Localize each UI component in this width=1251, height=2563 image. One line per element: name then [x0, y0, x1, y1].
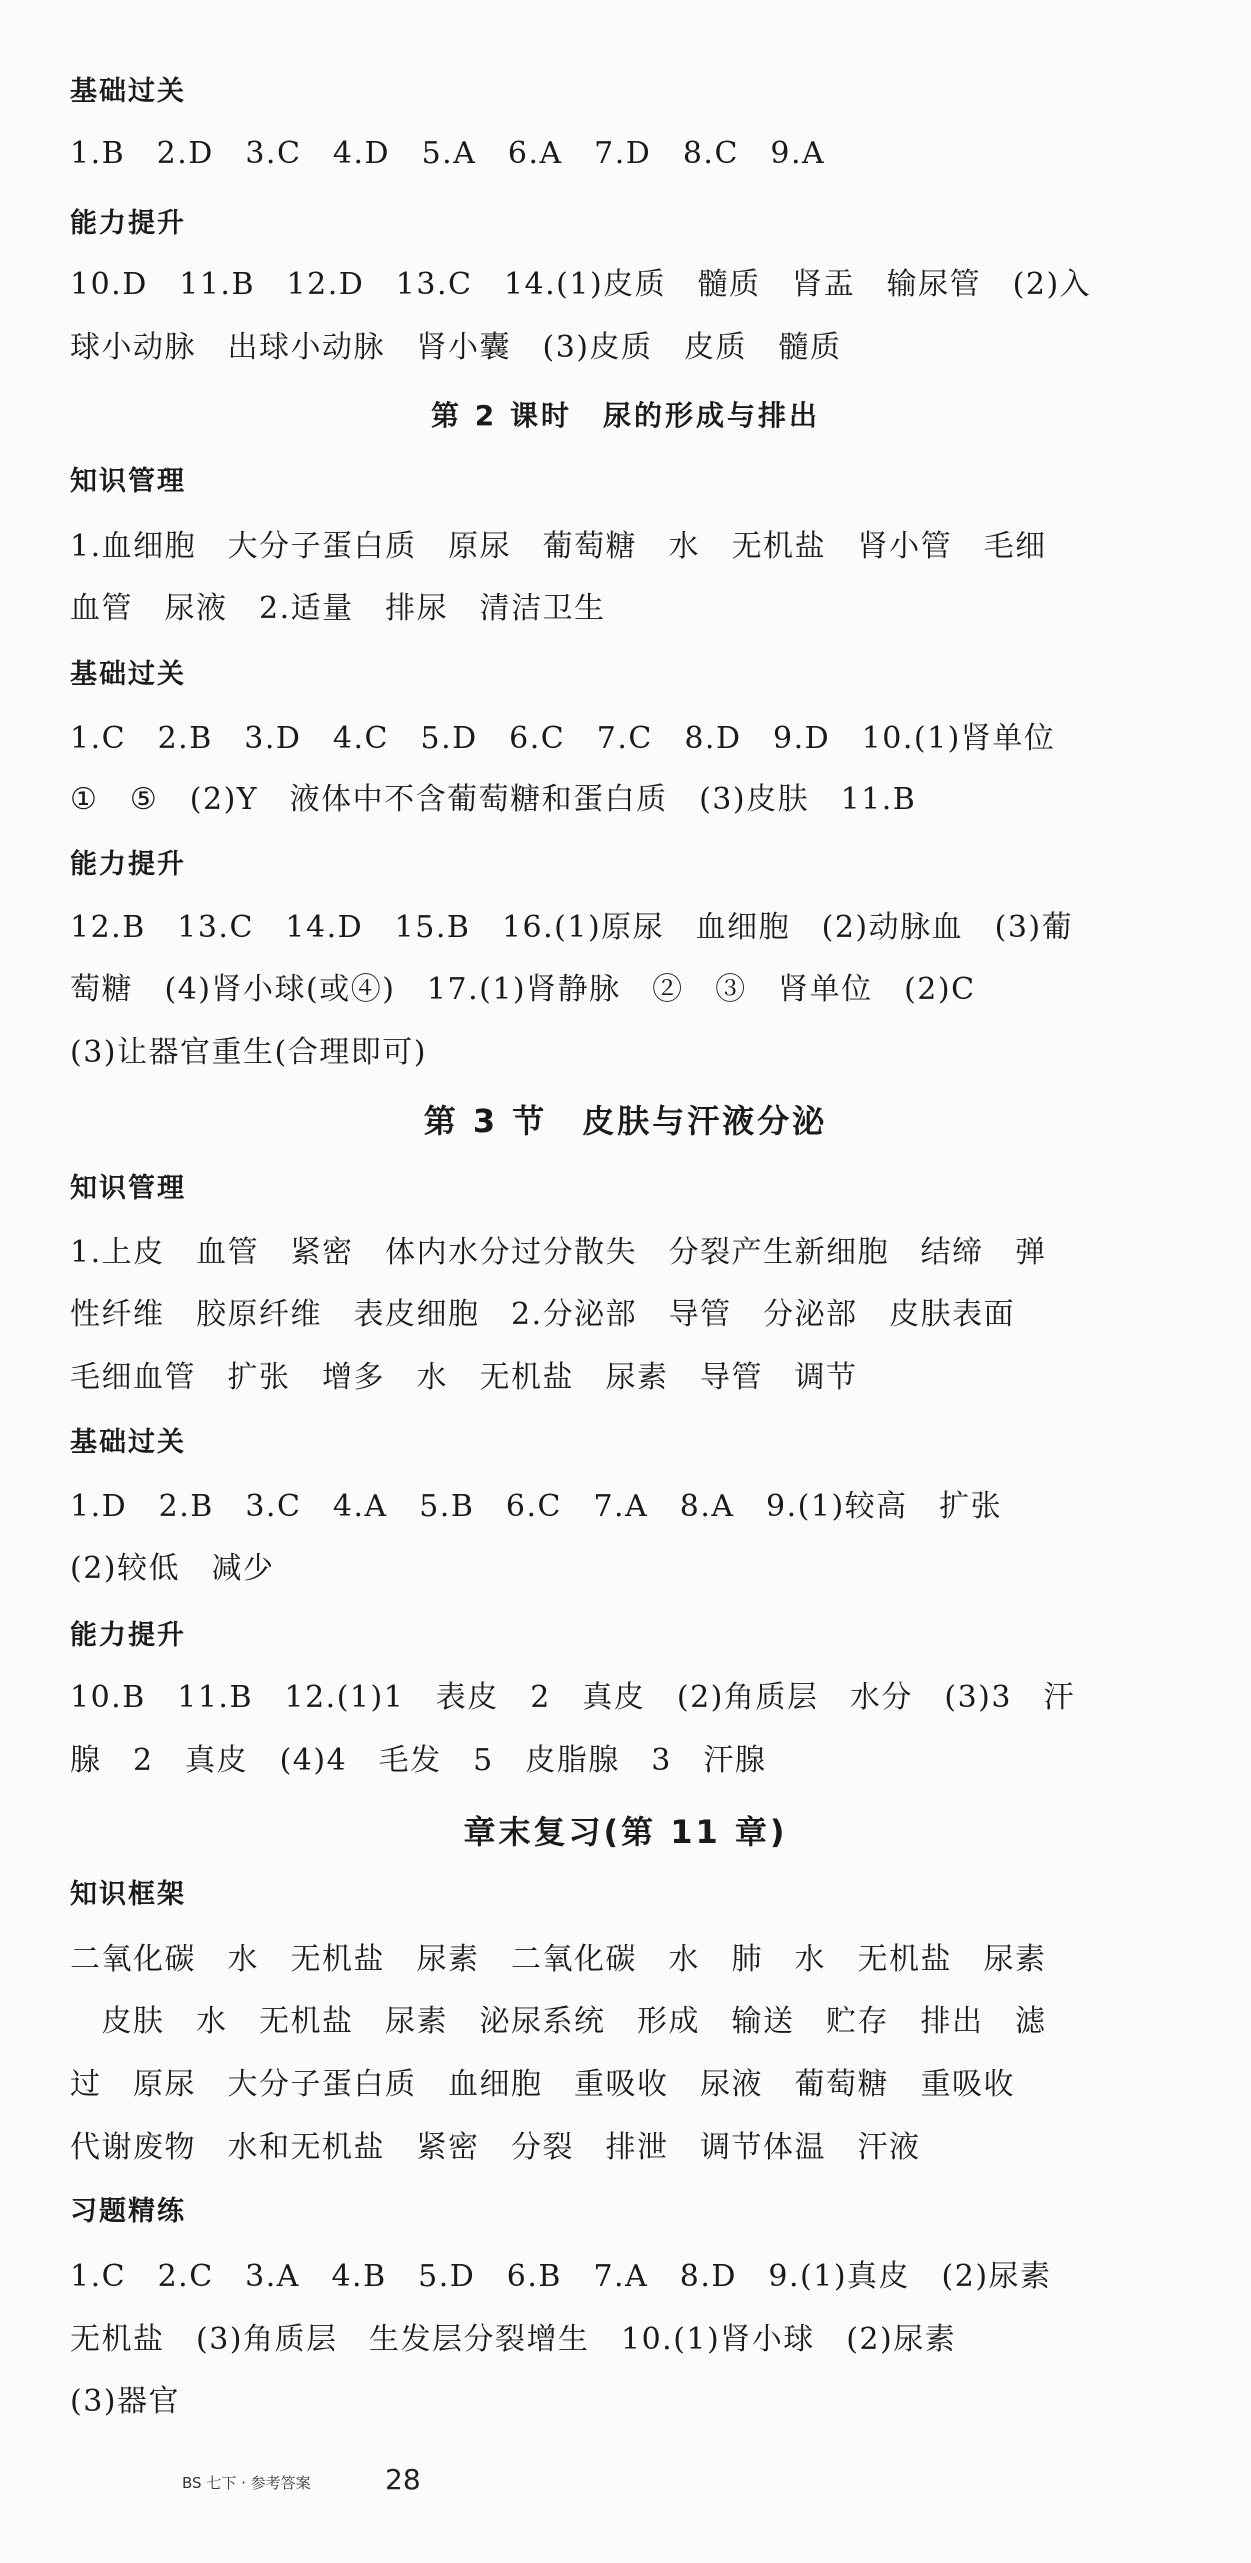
answer-line: 性纤维 胶原纤维 表皮细胞 2.分泌部 导管 分泌部 皮肤表面	[70, 1297, 1016, 1332]
section-heading: 能力提升	[70, 208, 186, 239]
section-heading: 能力提升	[70, 1620, 186, 1651]
answer-line: 二氧化碳 水 无机盐 尿素 二氧化碳 水 肺 水 无机盐 尿素	[70, 1942, 1047, 1977]
answer-line: 皮肤 水 无机盐 尿素 泌尿系统 形成 输送 贮存 排出 滤	[70, 2004, 1047, 2039]
answer-line: (2)较低 减少	[70, 1551, 275, 1586]
section-heading: 知识框架	[70, 1879, 186, 1910]
answer-line: 1.上皮 血管 紧密 体内水分过分散失 分裂产生新细胞 结缔 弹	[70, 1235, 1047, 1270]
section-heading: 基础过关	[70, 1427, 186, 1458]
answer-line: 10.D 11.B 12.D 13.C 14.(1)皮质 髓质 肾盂 输尿管 (2)入	[70, 267, 1092, 302]
answer-line: 腺 2 真皮 (4)4 毛发 5 皮脂腺 3 汗腺	[70, 1743, 767, 1778]
lesson-title: 第 2 课时 尿的形成与排出	[431, 399, 820, 432]
answer-line: 过 原尿 大分子蛋白质 血细胞 重吸收 尿液 葡萄糖 重吸收	[70, 2067, 1015, 2102]
answer-line: ① ⑤ (2)Y 液体中不含葡萄糖和蛋白质 (3)皮肤 11.B	[70, 782, 917, 817]
section-heading: 习题精练	[70, 2196, 186, 2227]
answer-line: 毛细血管 扩张 增多 水 无机盐 尿素 导管 调节	[70, 1360, 858, 1395]
answer-line: 无机盐 (3)角质层 生发层分裂增生 10.(1)肾小球 (2)尿素	[70, 2322, 957, 2357]
answer-line: 血管 尿液 2.适量 排尿 清洁卫生	[70, 591, 606, 626]
answer-line: 1.C 2.C 3.A 4.B 5.D 6.B 7.A 8.D 9.(1)真皮 (2)尿素	[70, 2259, 1052, 2294]
answer-line: (3)让器官重生(合理即可)	[70, 1035, 427, 1070]
answer-line: 1.C 2.B 3.D 4.C 5.D 6.C 7.C 8.D 9.D 10.(1)肾单位	[70, 721, 1056, 756]
answer-line: 12.B 13.C 14.D 15.B 16.(1)原尿 血细胞 (2)动脉血 (3)葡	[70, 910, 1074, 945]
section-heading: 能力提升	[70, 849, 186, 880]
section-heading: 知识管理	[70, 466, 186, 497]
answer-line: 10.B 11.B 12.(1)1 表皮 2 真皮 (2)角质层 水分 (3)3 汗	[70, 1680, 1075, 1715]
page-number: 28	[385, 2463, 421, 2496]
answer-line: 1.血细胞 大分子蛋白质 原尿 葡萄糖 水 无机盐 肾小管 毛细	[70, 529, 1047, 564]
answer-line: 代谢废物 水和无机盐 紧密 分裂 排泄 调节体温 汗液	[70, 2130, 921, 2165]
section-heading: 基础过关	[70, 76, 186, 107]
section-title: 第 3 节 皮肤与汗液分泌	[423, 1102, 828, 1140]
answer-line: 1.B 2.D 3.C 4.D 5.A 6.A 7.D 8.C 9.A	[70, 136, 826, 171]
answer-line: 萄糖 (4)肾小球(或④) 17.(1)肾静脉 ② ③ 肾单位 (2)C	[70, 972, 976, 1007]
answer-line: 球小动脉 出球小动脉 肾小囊 (3)皮质 皮质 髓质	[70, 330, 842, 365]
section-heading: 知识管理	[70, 1173, 186, 1204]
section-title: 章末复习(第 11 章)	[463, 1813, 788, 1851]
section-heading: 基础过关	[70, 659, 186, 690]
answer-line: (3)器官	[70, 2384, 180, 2419]
footer-label: BS 七下 · 参考答案	[182, 2474, 311, 2492]
answer-line: 1.D 2.B 3.C 4.A 5.B 6.C 7.A 8.A 9.(1)较高 扩张	[70, 1489, 1003, 1524]
